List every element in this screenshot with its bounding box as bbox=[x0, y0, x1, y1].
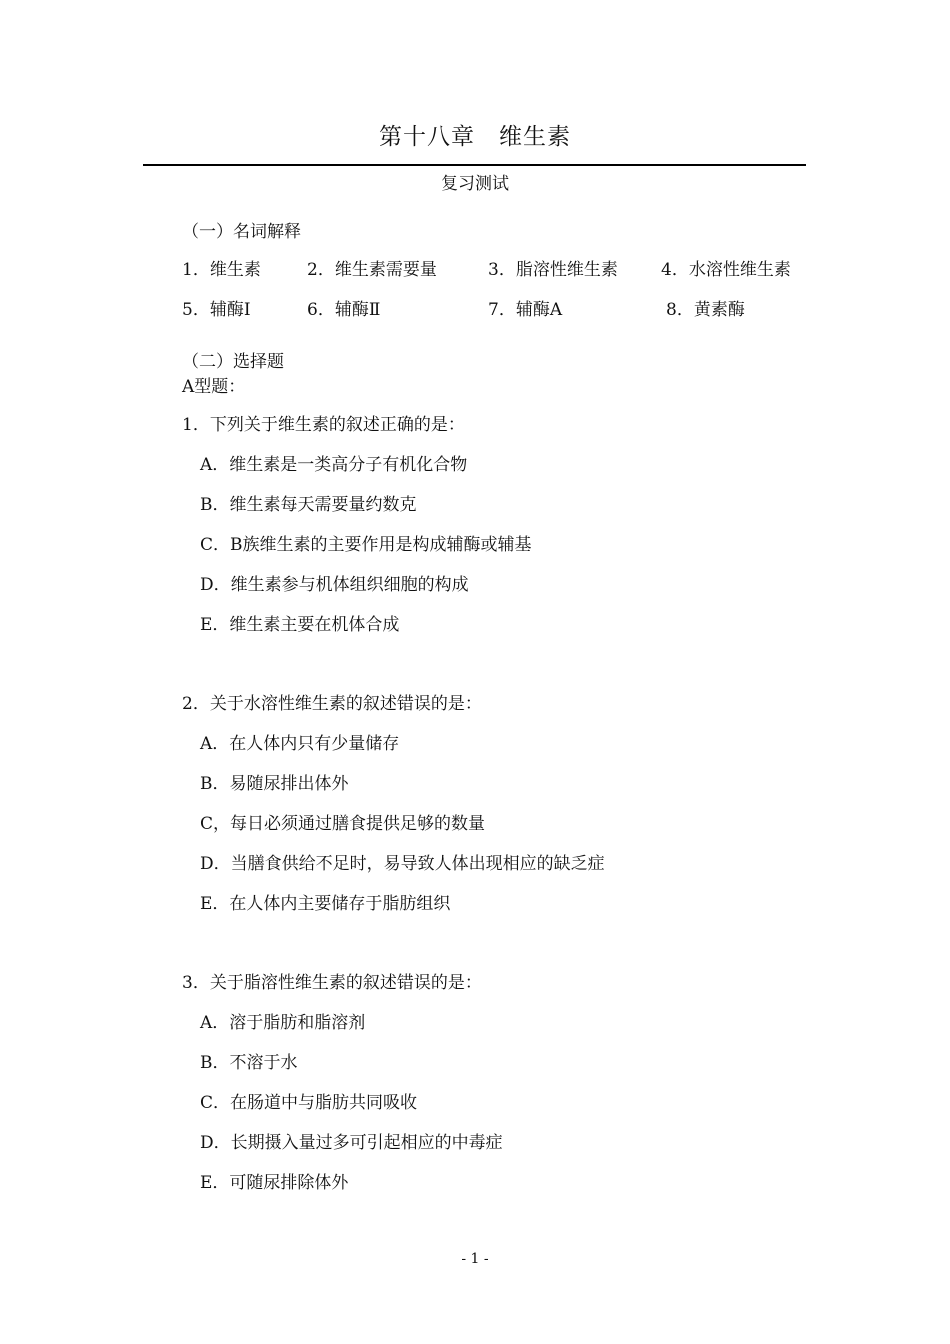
question-option: E．在人体内主要储存于脂肪组织 bbox=[200, 894, 451, 914]
question-option: D．维生素参与机体组织细胞的构成 bbox=[200, 575, 469, 595]
question-option: D．当膳食供给不足时，易导致人体出现相应的缺乏症 bbox=[200, 854, 605, 874]
section-heading-definitions: （一）名词解释 bbox=[182, 222, 301, 242]
term-item: 7．辅酶A bbox=[488, 300, 563, 320]
question-option: D．长期摄入量过多可引起相应的中毒症 bbox=[200, 1133, 503, 1153]
question-type-label: A型题： bbox=[182, 377, 246, 397]
term-item: 5．辅酶Ⅰ bbox=[182, 300, 251, 320]
term-item: 3．脂溶性维生素 bbox=[488, 260, 618, 280]
term-item: 6．辅酶Ⅱ bbox=[307, 300, 381, 320]
question-option: B．维生素每天需要量约数克 bbox=[200, 495, 417, 515]
question-option: A．在人体内只有少量储存 bbox=[200, 734, 400, 754]
question-option: E．可随尿排除体外 bbox=[200, 1173, 349, 1193]
term-item: 4．水溶性维生素 bbox=[661, 260, 791, 280]
question-option: B．不溶于水 bbox=[200, 1053, 298, 1073]
term-item: 2．维生素需要量 bbox=[307, 260, 437, 280]
page-number: - 1 - bbox=[461, 1251, 489, 1267]
question-option: C，每日必须通过膳食提供足够的数量 bbox=[200, 814, 486, 834]
question-option: C．在肠道中与脂肪共同吸收 bbox=[200, 1093, 418, 1113]
question-option: B．易随尿排出体外 bbox=[200, 774, 349, 794]
question-stem: 1．下列关于维生素的叙述正确的是： bbox=[182, 415, 465, 435]
question-option: A．溶于脂肪和脂溶剂 bbox=[200, 1013, 366, 1033]
term-item: 8．黄素酶 bbox=[666, 300, 745, 320]
question-stem: 2．关于水溶性维生素的叙述错误的是： bbox=[182, 694, 482, 714]
question-option: E．维生素主要在机体合成 bbox=[200, 615, 400, 635]
question-option: A．维生素是一类高分子有机化合物 bbox=[200, 455, 468, 475]
page-title: 第十八章 维生素 bbox=[379, 124, 571, 150]
title-divider bbox=[143, 164, 806, 166]
question-option: C．B族维生素的主要作用是构成辅酶或辅基 bbox=[200, 535, 532, 555]
question-stem: 3．关于脂溶性维生素的叙述错误的是： bbox=[182, 973, 482, 993]
term-item: 1．维生素 bbox=[182, 260, 261, 280]
page-subtitle: 复习测试 bbox=[441, 174, 509, 194]
section-heading-choice: （二）选择题 bbox=[182, 352, 284, 372]
